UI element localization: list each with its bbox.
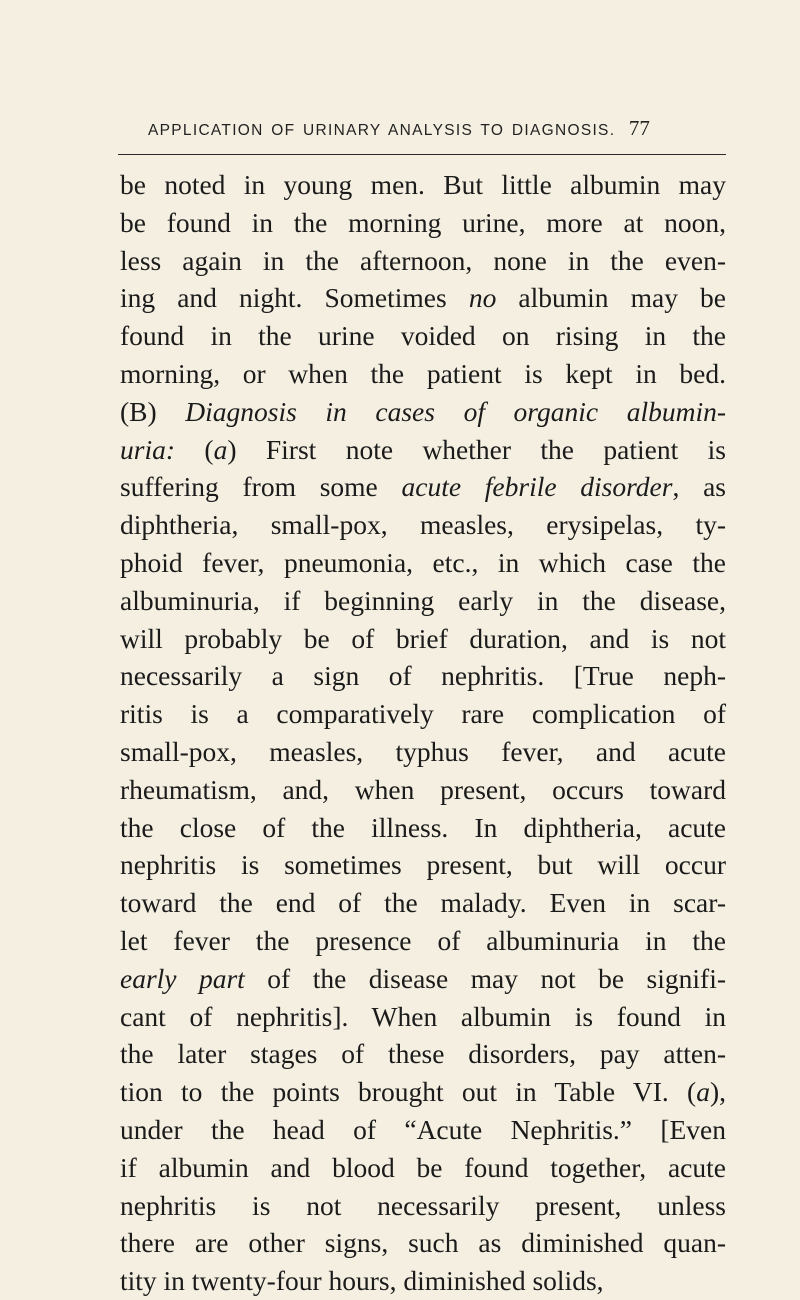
text-run: phoid fever, pneumonia, etc., in which case the (120, 546, 726, 578)
text-run: diphtheria, small-pox, measles, erysipelas, ty- (120, 509, 726, 541)
text-line (120, 1035, 726, 1073)
text-line (120, 1262, 726, 1300)
text-run: be found in the morning urine, more at noon, (120, 206, 726, 238)
text-line (120, 468, 726, 506)
text-line (120, 960, 726, 998)
text-line (120, 657, 726, 695)
text-line (120, 922, 726, 960)
text-line (120, 279, 726, 317)
text-line (120, 884, 726, 922)
text-run: there are other signs, such as diminished quan- (120, 1227, 726, 1259)
text-run: ritis is a comparatively rare complication of (120, 698, 726, 730)
text-line (120, 620, 726, 658)
text-run: will probably be of brief duration, and is not (120, 622, 726, 654)
text-line (120, 733, 726, 771)
text-run: found in the urine voided on rising in the (120, 320, 726, 352)
italic-run: early part (120, 962, 245, 994)
text-run: ), (709, 1076, 726, 1108)
text-line (120, 431, 726, 469)
text-line (120, 166, 726, 204)
text-run: nephritis is not necessarily present, unless (120, 1189, 726, 1221)
text-run: , as (672, 471, 726, 503)
text-line (120, 771, 726, 809)
text-line (120, 544, 726, 582)
text-run: the later stages of these disorders, pay atten- (120, 1038, 726, 1070)
text-run: suffering from some (120, 471, 402, 503)
body-text (120, 166, 726, 1300)
text-run: toward the end of the malady. Even in scar- (120, 887, 726, 919)
text-run: be noted in young men. But little albumin may (120, 169, 726, 200)
text-run: nephritis is sometimes present, but will occur (120, 849, 726, 881)
text-run: morning, or when the patient is kept in bed. (120, 357, 726, 389)
italic-run: uria: (120, 433, 175, 465)
text-run: ( (175, 433, 214, 465)
text-line (120, 582, 726, 620)
header-rule (118, 154, 726, 155)
text-run: of the disease may not be signifi- (244, 962, 726, 994)
text-line (120, 242, 726, 280)
page-number: 77 (628, 116, 650, 140)
text-line (120, 846, 726, 884)
text-line (120, 317, 726, 355)
italic-run: a (213, 433, 228, 465)
running-head (148, 116, 708, 141)
italic-run: acute febrile disorder (401, 471, 673, 503)
text-run: tion to the points brought out in Table VI. ( (120, 1076, 697, 1108)
text-run: tity in twenty-four hours, diminished solids, (120, 1265, 604, 1297)
text-line (120, 1149, 726, 1187)
text-run: if albumin and blood be found together, acute (120, 1151, 726, 1183)
text-line (120, 393, 726, 431)
text-run: albuminuria, if beginning early in the disease, (120, 584, 726, 616)
text-line (120, 506, 726, 544)
text-run: ) First note whether the patient is (227, 433, 726, 465)
text-run: cant of nephritis]. When albumin is found in (120, 1000, 726, 1032)
text-line (120, 1187, 726, 1225)
running-title: APPLICATION OF URINARY ANALYSIS TO DIAGNOSIS. (148, 122, 616, 139)
italic-run: no (468, 282, 497, 314)
text-line (120, 204, 726, 242)
text-run: the close of the illness. In diphtheria, acute (120, 811, 726, 843)
text-line (120, 695, 726, 733)
text-run: ing and night. Sometimes (120, 282, 469, 314)
text-line (120, 1224, 726, 1262)
text-line (120, 998, 726, 1036)
text-run: albumin may be (496, 282, 726, 314)
text-run: small-pox, measles, typhus fever, and acute (120, 735, 726, 767)
text-run: less again in the afternoon, none in the even- (120, 244, 726, 276)
italic-run: Diagnosis in cases of organic albumin- (185, 395, 726, 427)
text-line (120, 809, 726, 847)
italic-run: a (696, 1076, 710, 1108)
text-run: necessarily a sign of nephritis. [True neph- (120, 660, 726, 692)
text-run: rheumatism, and, when present, occurs toward (120, 773, 726, 805)
text-run: let fever the presence of albuminuria in the (120, 924, 726, 956)
text-line (120, 355, 726, 393)
text-run: under the head of “Acute Nephritis.” [Even (120, 1113, 726, 1145)
text-line (120, 1073, 726, 1111)
text-line (120, 1111, 726, 1149)
text-run: (B) (120, 395, 186, 427)
